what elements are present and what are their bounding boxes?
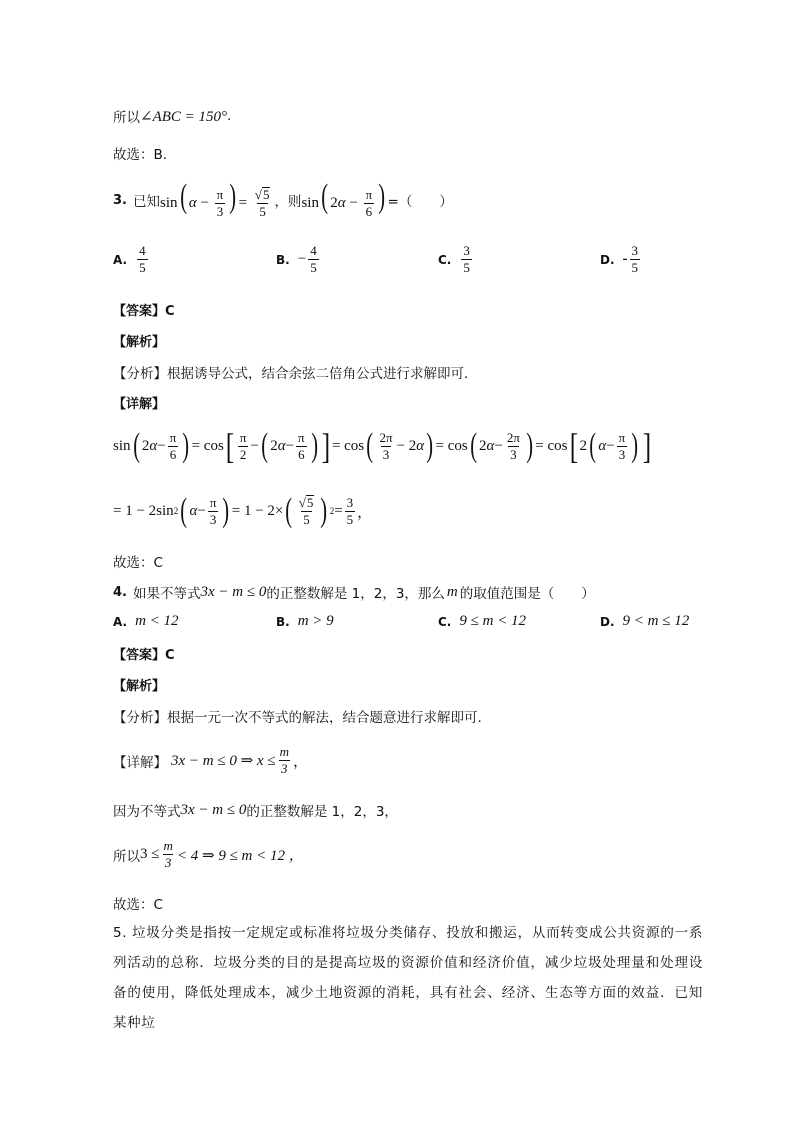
q4-reason-inequality: 3x − m ≤ 0 xyxy=(180,801,247,818)
q4-inequality: 3x − m ≤ 0 xyxy=(200,583,267,600)
q3-detail-line xyxy=(113,393,165,412)
q3-option-b-label: B. xyxy=(276,252,290,267)
q4-analysis-line xyxy=(113,675,165,694)
q4-option-b-label: B. xyxy=(276,614,290,629)
q4-so-prefix: 所以 xyxy=(113,848,140,865)
q5-paragraph: 5. 垃圾分类是指按一定规定或标准将垃圾分类储存、投放和搬运，从而转变成公共资源的一系列活动的总称．垃圾分类的目的是提高垃圾的资源价值和经济价值，减少垃圾处理量和处理设备的使用，降低处理成本，减少土地资源的消耗，具有社会、经济、生态等方面的效益．已知某种垃 xyxy=(113,925,703,1031)
q3-option-b-den: 5 xyxy=(310,260,317,275)
q3-option-a-den: 5 xyxy=(139,260,146,275)
q4-reason-after: 的正整数解是 1，2，3， xyxy=(246,804,398,820)
q3-option-d-den: 5 xyxy=(631,260,639,275)
q4-reason-line xyxy=(113,800,398,820)
q4-conclusion-line xyxy=(113,893,163,913)
intro-angle-expr: ∠ABC = 150° xyxy=(140,108,228,125)
intro-answer-line xyxy=(113,143,167,163)
q3-text-middle: ，则 xyxy=(274,194,302,211)
q3-option-d-num: 3 xyxy=(631,243,639,258)
q3-option-b-num: 4 xyxy=(310,243,317,258)
q3-option-c xyxy=(438,243,474,276)
q3-derivation-2: = 1 − 2sin 2 ( α − $\frac{\pi}{3}$ ) = 1 − 2× ( √ 5 5 ) 2 = $\frac{3}{5}$ ， xyxy=(113,492,373,529)
q4-option-d xyxy=(600,613,689,630)
q4-number: 4. xyxy=(113,584,127,600)
q4-analysis-label: 【解析】 xyxy=(113,679,166,694)
q4-detail-line: 【详解】 3x − m ≤ 0 ⇒ x ≤ $\frac{m}{3}$ ， xyxy=(113,744,308,776)
q4-detail-expr: 3x − m ≤ 0 ⇒ x ≤ xyxy=(171,753,276,769)
q4-option-c-expr: 9 ≤ m < 12 xyxy=(459,613,527,629)
intro-line xyxy=(113,106,231,126)
q4-text-after: 的取值范围是（ ） xyxy=(459,586,595,602)
q3-conclusion-line xyxy=(113,551,163,571)
q3-analysis-label: 【解析】 xyxy=(113,335,166,350)
q4-answer-label: 【答案】C xyxy=(113,648,175,663)
q4-answer-line xyxy=(113,644,175,663)
q4-option-a-expr: m < 12 xyxy=(135,613,179,629)
q3-text-before: 已知 xyxy=(132,194,160,211)
q3-option-a xyxy=(113,243,150,276)
q3-option-a-label: A. xyxy=(113,252,128,267)
q3-target-expr: sin( 2α − $\frac{\pi}{6}$ ) xyxy=(301,178,386,220)
q4-reason-before: 因为不等式 xyxy=(113,804,181,820)
q4-option-d-label: D. xyxy=(600,614,615,629)
q4-option-c xyxy=(438,613,526,630)
q4-option-b-expr: m > 9 xyxy=(297,613,334,629)
q4-option-a-label: A. xyxy=(113,614,128,629)
q3-number: 3. xyxy=(113,192,127,208)
q3-answer-label: 【答案】C xyxy=(113,304,175,319)
q3-option-d-sign: - xyxy=(622,251,628,267)
q4-fenxi-line xyxy=(113,706,482,726)
q4-conclusion: 故选：C xyxy=(113,897,163,913)
q4-fenxi: 【分析】根据一元一次不等式的解法，结合题意进行求解即可. xyxy=(113,710,482,726)
q4-question xyxy=(113,582,595,602)
q4-option-b xyxy=(276,613,334,630)
q3-question xyxy=(113,180,453,220)
q3-option-c-label: C. xyxy=(438,252,452,267)
q3-option-b-sign: − xyxy=(297,251,307,267)
q3-conclusion: 故选：C xyxy=(113,555,163,571)
q3-option-c-num: 3 xyxy=(463,243,470,258)
q3-fenxi: 【分析】根据诱导公式，结合余弦二倍角公式进行求解即可. xyxy=(113,366,469,382)
q3-answer-line xyxy=(113,300,175,319)
intro-suffix: . xyxy=(227,108,232,124)
q4-so-line: 所以 3 ≤ $\frac{m}{3}$ < 4 ⇒ 9 ≤ m < 12 ， xyxy=(113,838,304,870)
q4-detail-label: 【详解】 xyxy=(113,754,167,771)
q3-detail-label: 【详解】 xyxy=(113,397,166,412)
q4-option-a xyxy=(113,613,179,630)
intro-answer-choice: 故选：B. xyxy=(113,147,168,163)
q4-var: m xyxy=(446,583,458,600)
q3-option-d xyxy=(600,243,642,276)
q4-text-before: 如果不等式 xyxy=(132,586,201,602)
q4-option-d-expr: 9 < m ≤ 12 xyxy=(622,613,690,629)
q3-option-b xyxy=(276,243,321,276)
q3-option-c-den: 5 xyxy=(463,260,470,275)
q3-fenxi-line xyxy=(113,362,468,382)
q3-option-a-num: 4 xyxy=(139,243,146,258)
q4-text-middle: 的正整数解是 1，2，3，那么 xyxy=(266,586,445,602)
q3-option-d-label: D. xyxy=(600,252,615,267)
q4-so-tail: < 4 ⇒ 9 ≤ m < 12 ， xyxy=(176,848,304,864)
q3-analysis-line xyxy=(113,331,165,350)
q3-given-expr: sin( α − $\frac{\pi}{3}$ ) = √ 5 5 xyxy=(159,178,270,220)
intro-prefix: 所以 xyxy=(113,110,140,126)
q3-derivation-1: sin ( 2 α − $\frac{\pi}{6}$ ) = cos [ $\frac{\pi}{2}$ − ( 2 α − $\frac{\pi}{6}$ ) ] = cos ( $\frac{2\pi}{3}$ − 2 α ) = cos ( 2 α − $\frac{2\pi}{3}$ ) = cos [ 2 ( α − $\frac{\pi}{3}$ ) ] xyxy=(113,426,651,466)
q3-text-after: =（ ） xyxy=(387,194,453,211)
q4-option-c-label: C. xyxy=(438,614,452,629)
